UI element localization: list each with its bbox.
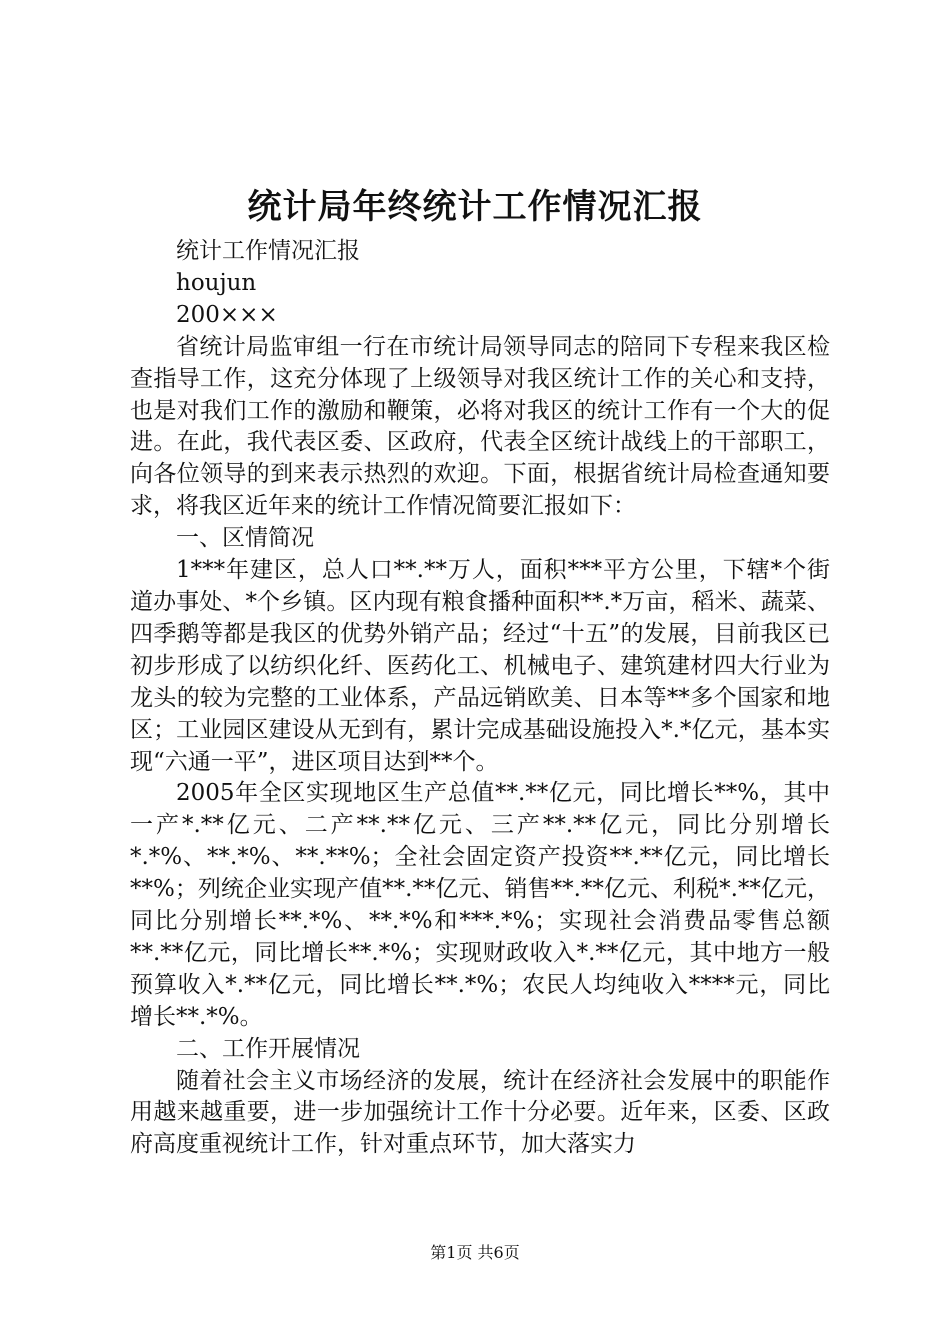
paragraph-economy-2005: 2005年全区实现地区生产总值**.**亿元，同比增长**%，其中一产*.**亿元、二产**.**亿元、三产**.**亿元，同比分别增长*.*%、**.*%、**.**%；全社会固定资产投资**.**亿元，同比增长**%；列统企业实现产值**.**亿元、销售**.**亿元、利税*.**亿元，同比分别增长**.*%、**.*%和***.*%；实现社会消费品零售总额**.**亿元，同比增长**.*%；实现财政收入*.**亿元，其中地方一般预算收入*.**亿元，同比增长**.*%；农民人均纯收入****元，同比增长**.*%。 — [130, 780, 830, 1030]
author-line: houjun — [176, 269, 257, 296]
subtitle-line: 统计工作情况汇报 — [176, 238, 360, 264]
section-heading-overview: 一、区情简况 — [176, 525, 314, 552]
paragraph-work: 随着社会主义市场经济的发展，统计在经济社会发展中的职能作用越来越重要，进一步加强统计工作十分必要。近年来，区委、区政府高度重视统计工作，针对重点环节，加大落实力 — [130, 1067, 830, 1158]
paragraph-overview: 1***年建区，总人口**.**万人，面积***平方公里，下辖*个街道办事处、*个乡镇。区内现有粮食播种面积**.*万亩，稻米、蔬菜、四季鹅等都是我区的优势外销产品；经过“十五”的发展，目前我区已初步形成了以纺织化纤、医药化工、机械电子、建筑建材四大行业为龙头的较为完整的工业体系，产品远销欧美、日本等**多个国家和地区；工业园区建设从无到有，累计完成基础设施投入*.*亿元，基本实现“六通一平”，进区项目达到**个。 — [130, 557, 830, 775]
document-body — [130, 236, 830, 1161]
document-title: 统计局年终统计工作情况汇报 — [247, 187, 703, 227]
section-heading-work: 二、工作开展情况 — [176, 1035, 360, 1062]
paragraph-intro: 省统计局监审组一行在市统计局领导同志的陪同下专程来我区检查指导工作，这充分体现了上级领导对我区统计工作的关心和支持，也是对我们工作的激励和鞭策，必将对我区的统计工作有一个大的促进。在此，我代表区委、区政府，代表全区统计战线上的干部职工，向各位领导的到来表示热烈的欢迎。下面，根据省统计局检查通知要求，将我区近年来的统计工作情况简要汇报如下： — [130, 333, 830, 520]
date-line: 200××× — [176, 301, 278, 328]
page-footer: 第1页 共6页 — [430, 1243, 520, 1262]
